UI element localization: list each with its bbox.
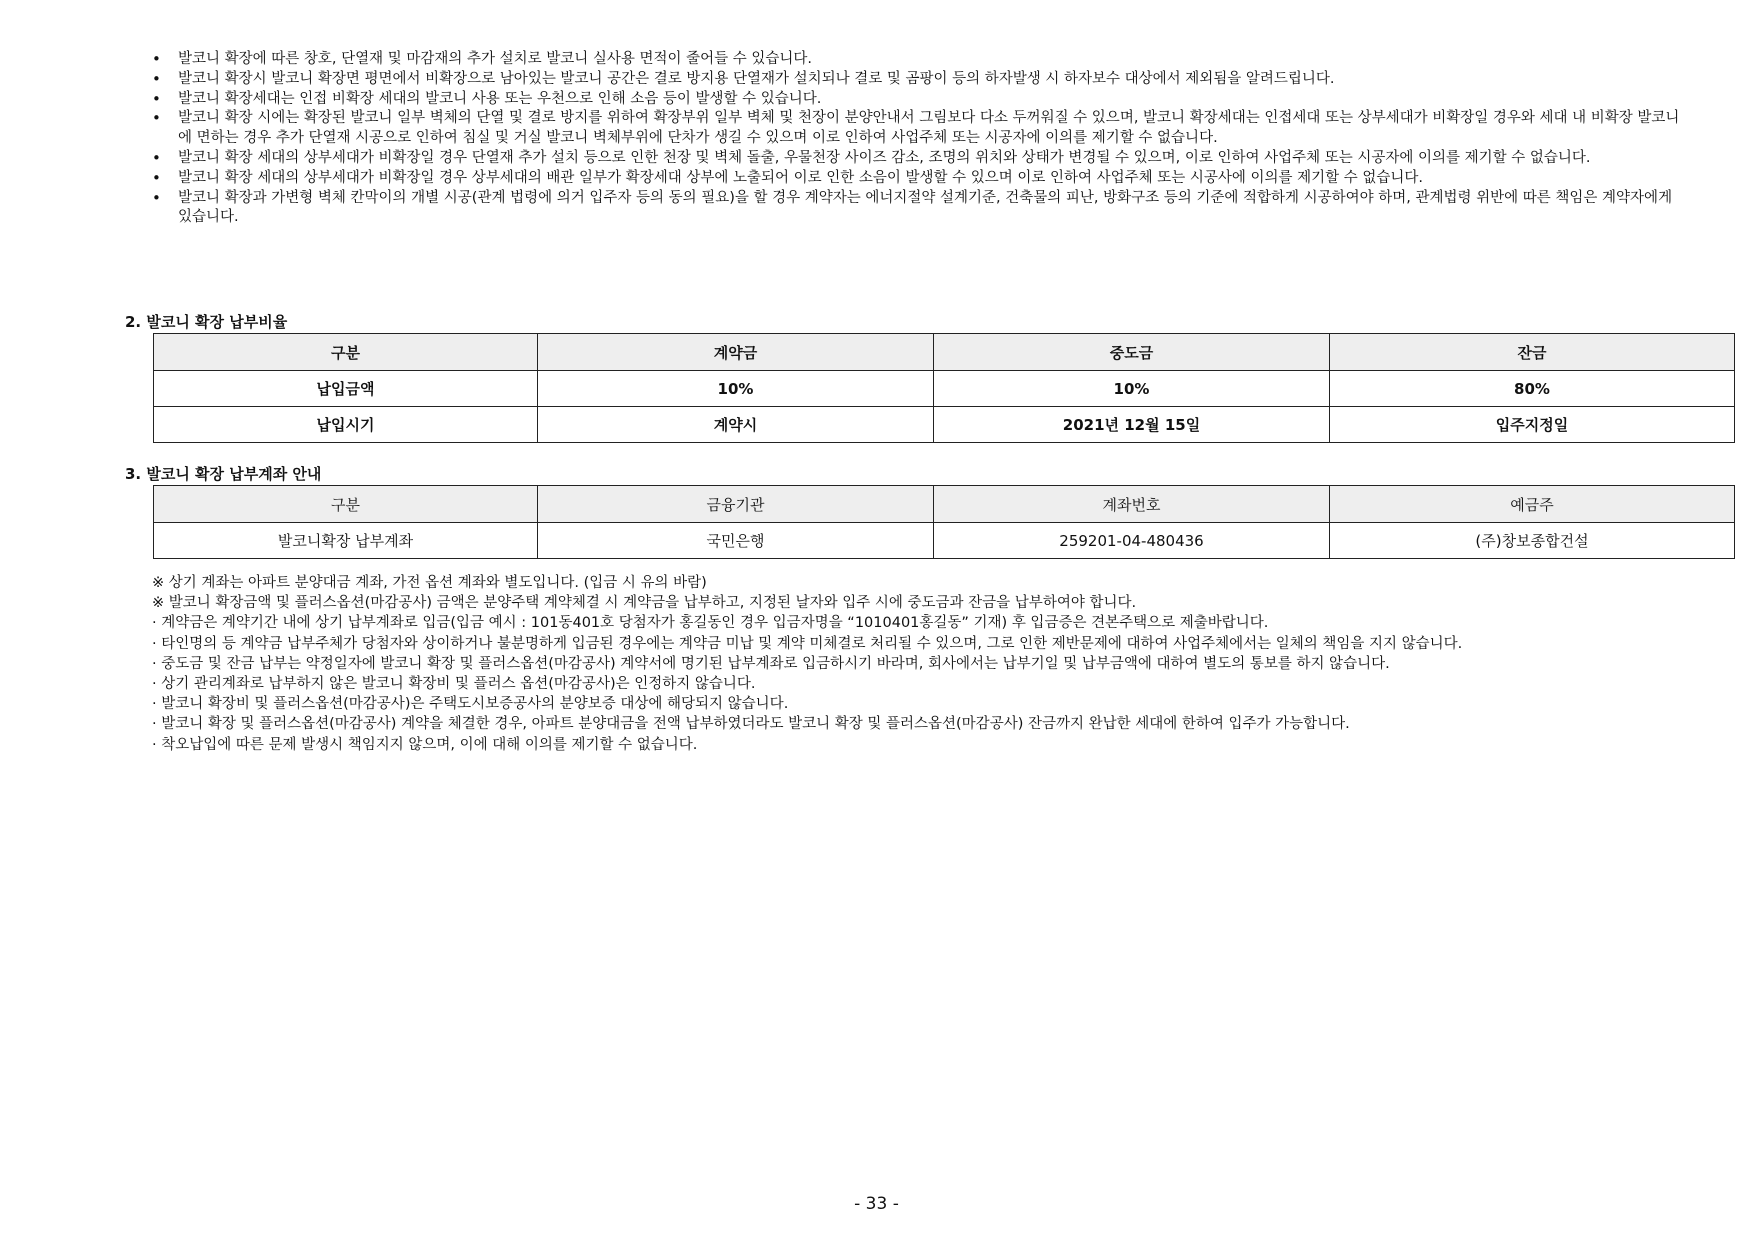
table-cell: (주)창보종합건설	[1330, 523, 1735, 559]
note-item: · 발코니 확장 및 플러스옵션(마감공사) 계약을 체결한 경우, 아파트 분양대금을 전액 납부하였더라도 발코니 확장 및 플러스옵션(마감공사) 잔금까지 완납한 세대에 한하여 입주가 가능합니다.	[152, 716, 1350, 733]
table-cell: 2021년 12월 15일	[934, 407, 1330, 443]
note-item: · 중도금 및 잔금 납부는 약정일자에 발코니 확장 및 플러스옵션(마감공사) 계약서에 명기된 납부계좌로 입금하시기 바라며, 회사에서는 납부기일 및 납부금액에 대하여 별도의 통보를 하지 않습니다.	[152, 655, 1390, 672]
table-cell: 80%	[1330, 371, 1735, 407]
note-item: ※ 발코니 확장금액 및 플러스옵션(마감공사) 금액은 분양주택 계약체결 시 계약금을 납부하고, 지정된 날자와 입주 시에 중도금과 잔금을 납부하여야 합니다.	[152, 595, 1137, 612]
note-item: · 착오납입에 따른 문제 발생시 책임지지 않으며, 이에 대해 이의를 제기할 수 없습니다.	[152, 736, 698, 753]
header-cell: 구분	[154, 486, 538, 523]
payment-account-table	[153, 485, 1735, 559]
notice-item: • 발코니 확장 세대의 상부세대가 비확장일 경우 상부세대의 배관 일부가 확장세대 상부에 노출되어 이로 인한 소음이 발생할 수 있으며 이로 인하여 사업주체 또는 시공사에 이의를 제기할 수 없습니다.	[150, 169, 1690, 189]
table-cell: 발코니확장 납부계좌	[154, 523, 538, 559]
table-row	[154, 407, 1735, 443]
balcony-notice-list	[150, 50, 1690, 228]
header-cell: 금융기관	[538, 486, 934, 523]
table-cell: 259201-04-480436	[934, 523, 1330, 559]
section-title-payment-account: 3. 발코니 확장 납부계좌 안내	[125, 465, 322, 483]
notice-item: • 발코니 확장과 가변형 벽체 칸막이의 개별 시공(관계 법령에 의거 입주자 등의 동의 필요)을 할 경우 계약자는 에너지절약 설계기준, 건축물의 피난, 방화구조 등의 기준에 적합하게 시공하여야 하며, 관계법령 위반에 따른 책임은 계약자에게 있습니다.	[150, 189, 1690, 229]
note-item: · 타인명의 등 계약금 납부주체가 당첨자와 상이하거나 불분명하게 입금된 경우에는 계약금 미납 및 계약 미체결로 처리될 수 있으며, 그로 인한 제반문제에 대하여 사업주체에서는 일체의 책임을 지지 않습니다.	[152, 635, 1463, 652]
header-cell: 중도금	[934, 334, 1330, 371]
note-item: · 발코니 확장비 및 플러스옵션(마감공사)은 주택도시보증공사의 분양보증 대상에 해당되지 않습니다.	[152, 696, 789, 713]
header-cell: 예금주	[1330, 486, 1735, 523]
notice-item: • 발코니 확장에 따른 창호, 단열재 및 마감재의 추가 설치로 발코니 실사용 면적이 줄어들 수 있습니다.	[150, 50, 1690, 70]
header-cell: 구분	[154, 334, 538, 371]
header-cell: 계좌번호	[934, 486, 1330, 523]
table-cell: 납입시기	[154, 407, 538, 443]
section-title-payment-ratio: 2. 발코니 확장 납부비율	[125, 313, 288, 331]
note-item: ※ 상기 계좌는 아파트 분양대금 계좌, 가전 옵션 계좌와 별도입니다. (입금 시 유의 바람)	[152, 575, 707, 591]
header-cell: 잔금	[1330, 334, 1735, 371]
table-row	[154, 523, 1735, 559]
note-item: · 계약금은 계약기간 내에 상기 납부계좌로 입금(입금 예시 : 101동401호 당첨자가 홍길동인 경우 입금자명을 “1010401홍길동” 기재) 후 입금증은 견본주택으로 제출바랍니다.	[152, 615, 1269, 632]
notice-item: • 발코니 확장시 발코니 확장면 평면에서 비확장으로 남아있는 발코니 공간은 결로 방지용 단열재가 설치되나 결로 및 곰팡이 등의 하자발생 시 하자보수 대상에서 제외됨을 알려드립니다.	[150, 70, 1690, 90]
notice-item: • 발코니 확장 시에는 확장된 발코니 일부 벽체의 단열 및 결로 방지를 위하여 확장부위 일부 벽체 및 천장이 분양안내서 그림보다 다소 두꺼워질 수 있으며, 발코니 확장세대는 인접세대 또는 상부세대가 비확장일 경우와 세대 내 비확장 발코니에 면하는 경우 추가 단열재 시공으로 인하여 침실 및 거실 발코니 벽체부위에 단차가 생길 수 있으며 이로 인하여 사업주체 또는 시공자에 이의를 제기할 수 없습니다.	[150, 109, 1690, 149]
table-header-row	[154, 486, 1735, 523]
table-cell: 국민은행	[538, 523, 934, 559]
note-item: · 상기 관리계좌로 납부하지 않은 발코니 확장비 및 플러스 옵션(마감공사)은 인정하지 않습니다.	[152, 676, 756, 693]
table-header-row	[154, 334, 1735, 371]
header-cell: 계약금	[538, 334, 934, 371]
table-cell: 10%	[538, 371, 934, 407]
payment-notes-list	[152, 573, 1712, 755]
notice-item: • 발코니 확장세대는 인접 비확장 세대의 발코니 사용 또는 우천으로 인해 소음 등이 발생할 수 있습니다.	[150, 90, 1690, 110]
table-cell: 계약시	[538, 407, 934, 443]
page-number: - 33 -	[854, 1194, 899, 1214]
notice-item: • 발코니 확장 세대의 상부세대가 비확장일 경우 단열재 추가 설치 등으로 인한 천장 및 벽체 돌출, 우물천장 사이즈 감소, 조명의 위치와 상태가 변경될 수 있으며, 이로 인하여 사업주체 또는 시공자에 이의를 제기할 수 없습니다.	[150, 149, 1690, 169]
table-cell: 10%	[934, 371, 1330, 407]
table-row	[154, 371, 1735, 407]
table-cell: 납입금액	[154, 371, 538, 407]
payment-ratio-table	[153, 333, 1735, 443]
table-cell: 입주지정일	[1330, 407, 1735, 443]
